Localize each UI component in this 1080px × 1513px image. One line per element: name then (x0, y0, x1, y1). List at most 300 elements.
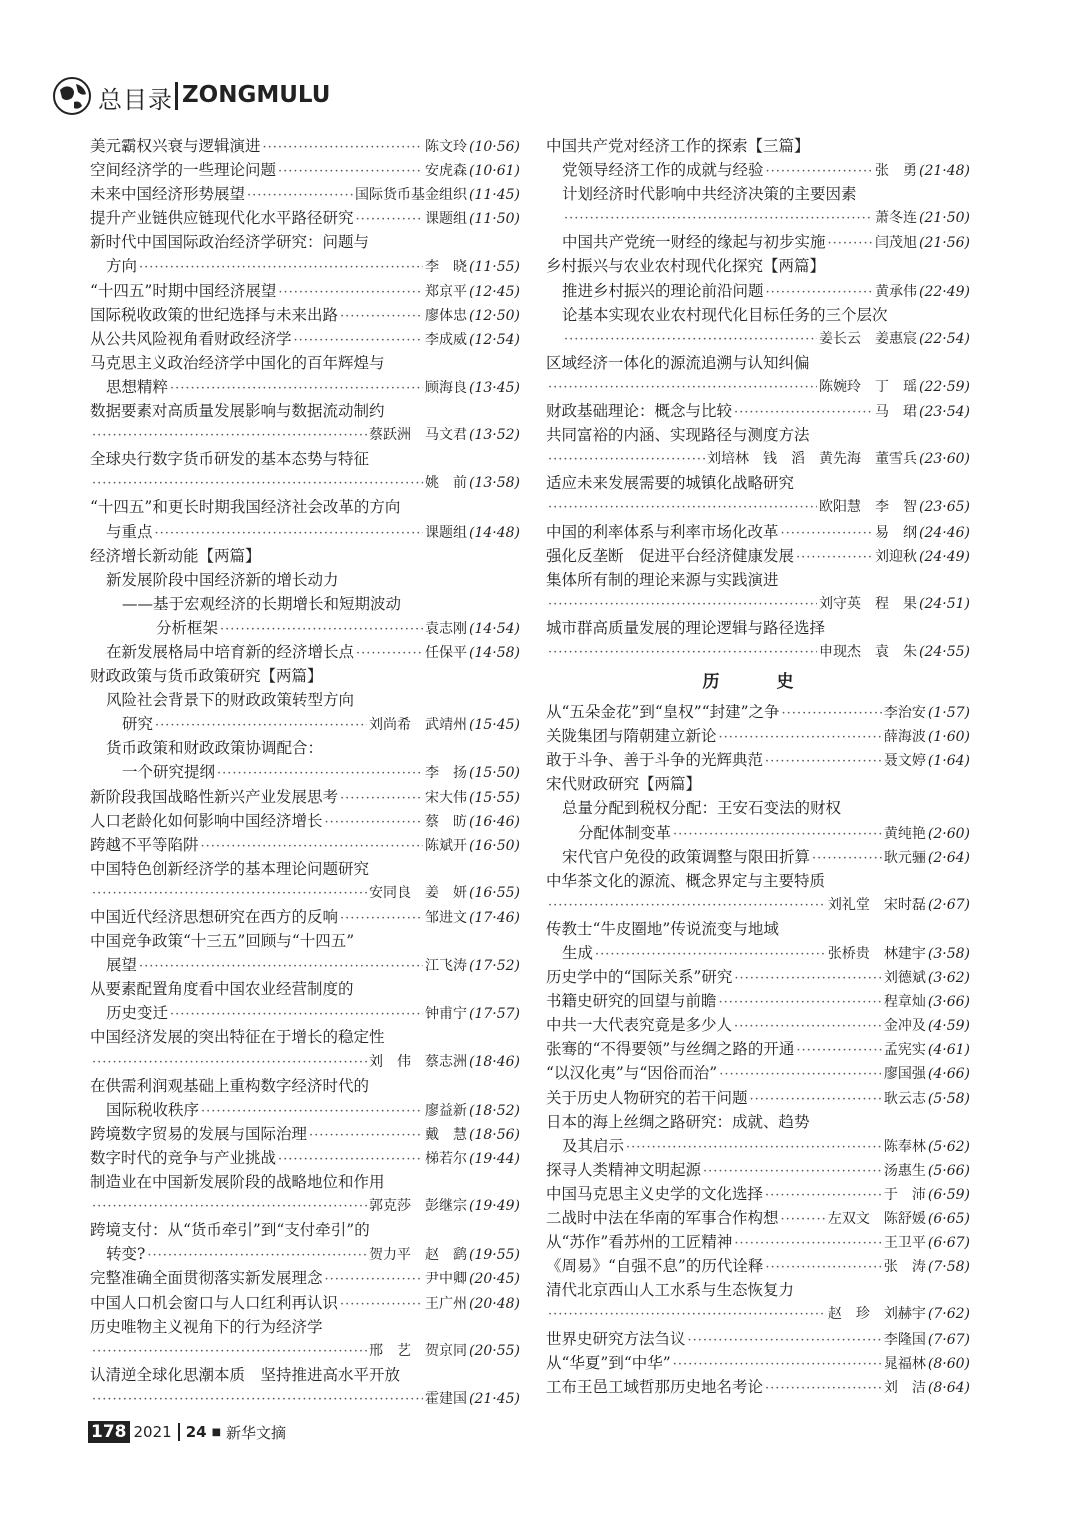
entry-author: 安同良 姜 妍 (368, 884, 467, 901)
entry-author: 刘德斌 (883, 970, 926, 987)
entry-ref: (17·46) (468, 910, 520, 926)
entry-author: 耿云志 (883, 1090, 926, 1107)
dot-leader (170, 1003, 423, 1027)
dot-leader (734, 1015, 882, 1039)
toc-entry[interactable] (90, 1122, 520, 1146)
entry-author: 刘 洁 (883, 1379, 926, 1396)
entry-title: 中国近代经济思想研究在西方的反响 (90, 908, 339, 926)
toc-entry[interactable] (90, 664, 520, 688)
toc-entry[interactable] (90, 1315, 520, 1339)
toc-entry[interactable] (546, 254, 970, 278)
entry-title: 风险社会背景下的财政政策转型方向 (106, 691, 355, 710)
toc-entry[interactable] (90, 279, 520, 303)
entry-title: 二战时中法在华南的军事合作构想 (546, 1209, 779, 1228)
dot-leader (595, 943, 826, 967)
entry-author: 戴 慧 (424, 1126, 467, 1143)
toc-entry[interactable] (90, 206, 520, 230)
toc-entry[interactable] (90, 544, 520, 568)
entry-ref: (12·54) (468, 331, 520, 348)
entry-author: 程章灿 (883, 994, 926, 1011)
entry-title: 分配体制变革 (578, 823, 672, 842)
entry-title: 跨境数字贸易的发展与国际治理 (90, 1124, 308, 1143)
toc-entry[interactable] (546, 821, 970, 845)
entry-ref: (13·45) (468, 379, 520, 396)
entry-author: 姚 前 (424, 475, 467, 492)
dot-leader (155, 714, 367, 738)
entry-title: 国际税收秩序 (106, 1100, 200, 1119)
dot-leader (92, 1388, 423, 1412)
entry-ref: (4·66) (927, 1066, 970, 1083)
entry-author: 廖体忠 (424, 307, 467, 324)
entry-author: 耿元骊 (883, 849, 926, 866)
toc-entry[interactable] (90, 1218, 520, 1242)
toc-entry[interactable] (546, 1110, 970, 1134)
entry-author: 郑京平 (424, 283, 467, 300)
entry-author: 黄承伟 (874, 283, 917, 300)
toc-entry[interactable] (546, 616, 970, 640)
toc-entry[interactable] (90, 399, 520, 423)
toc-entry[interactable] (546, 941, 970, 965)
toc-entry[interactable] (90, 712, 520, 736)
entry-title: 财政政策与货币政策研究【两篇】 (90, 667, 323, 686)
entry-author: 赵 珍 刘赫宇 (827, 1306, 926, 1323)
entry-title: 及其启示 (562, 1136, 625, 1155)
entry-title: 敢于斗争、善于斗争的光辉典范 (546, 751, 764, 770)
toc-entry[interactable] (90, 1170, 520, 1194)
toc-entry[interactable] (546, 772, 970, 796)
entry-ref: (17·52) (468, 958, 520, 975)
toc-entry[interactable] (90, 1291, 520, 1315)
entry-author: 国际货币基金组织 (354, 187, 467, 204)
toc-entry[interactable] (90, 616, 520, 640)
entry-ref: (23·65) (918, 499, 970, 516)
entry-title: 方向 (106, 257, 138, 276)
entry-title: 展望 (106, 956, 138, 975)
dot-leader (673, 823, 882, 847)
entry-ref: (18·46) (468, 1053, 520, 1070)
dot-leader (688, 1329, 882, 1353)
entry-title: 中国共产党对经济工作的探索【三篇】 (546, 137, 810, 155)
toc-entry[interactable] (546, 544, 970, 568)
toc-entry[interactable] (546, 520, 970, 544)
toc-entry[interactable] (90, 1050, 520, 1074)
entry-author: 欧阳慧 李 智 (818, 499, 917, 516)
toc-entry[interactable] (90, 1098, 520, 1122)
dot-leader (781, 1208, 826, 1232)
entry-ref: (6·67) (927, 1235, 970, 1252)
toc-entry[interactable] (546, 1013, 970, 1037)
entry-author: 孟宪实 (883, 1042, 926, 1059)
dot-leader (340, 305, 423, 329)
entry-title: 中国马克思主义史学的文化选择 (546, 1184, 764, 1203)
toc-entry[interactable] (546, 700, 970, 724)
entry-title: 党领导经济工作的成就与经验 (562, 161, 764, 180)
entry-title: 历史变迁 (106, 1004, 169, 1023)
toc-entry[interactable] (90, 857, 520, 881)
entry-title: 从要素配置角度看中国农业经营制度的 (90, 980, 354, 999)
entry-title: 总量分配到税权分配：王安石变法的财权 (562, 799, 842, 818)
entry-title: 与重点 (106, 522, 153, 541)
entry-title: 中国人口机会窗口与人口红利再认识 (90, 1293, 339, 1312)
toc-entry[interactable] (546, 917, 970, 941)
entry-author: 薛海波 (883, 729, 926, 746)
entry-ref: (22·49) (918, 283, 970, 300)
toc-entry[interactable] (90, 303, 520, 327)
toc-entry[interactable] (546, 351, 970, 375)
toc-entry[interactable] (90, 447, 520, 471)
entry-title: 跨越不平等陷阱 (90, 835, 199, 854)
toc-entry[interactable] (90, 1387, 520, 1411)
toc-entry[interactable] (546, 1230, 970, 1254)
entry-title: 清代北京西山人工水系与生态恢复力 (546, 1281, 795, 1300)
entry-title: 中华茶文化的源流、概念界定与主要特质 (546, 871, 826, 890)
dot-leader (781, 522, 873, 546)
entry-title: 经济增长新动能【两篇】 (90, 546, 261, 565)
dot-leader (92, 472, 423, 496)
toc-entry[interactable] (546, 592, 970, 616)
entry-ref: (16·46) (468, 813, 520, 830)
toc-entry[interactable] (90, 351, 520, 375)
dot-leader (278, 281, 423, 305)
toc-entry[interactable] (90, 809, 520, 833)
toc-entry[interactable] (546, 989, 970, 1013)
toc-entry[interactable] (90, 1266, 520, 1290)
entry-author: 晁福林 (883, 1355, 926, 1372)
entry-author: 左双文 陈舒媛 (827, 1211, 926, 1228)
toc-entry[interactable] (546, 869, 970, 893)
entry-title: 转变? (106, 1245, 146, 1264)
toc-entry[interactable] (90, 905, 520, 929)
toc-entry[interactable] (90, 953, 520, 977)
entry-title: 数字时代的竞争与产业挑战 (90, 1148, 277, 1167)
entry-title: 生成 (562, 944, 594, 962)
dot-leader (564, 207, 873, 231)
entry-author: 陈奉林 (883, 1138, 926, 1155)
entry-author: 任保平 (424, 644, 467, 661)
header-divider (175, 82, 178, 110)
entry-ref: (14·48) (468, 524, 520, 541)
toc-entry[interactable] (90, 592, 520, 616)
dot-leader (139, 955, 423, 979)
toc-entry[interactable] (90, 375, 520, 399)
entry-ref: (5·66) (927, 1162, 970, 1179)
entry-ref: (13·58) (468, 475, 520, 492)
entry-author: 李成威 (424, 331, 467, 348)
entry-title: 强化反垄断 促进平台经济健康发展 (546, 546, 795, 565)
toc-entry[interactable] (90, 423, 520, 447)
entry-author: 陈斌开 (424, 837, 467, 854)
entry-title: 一个研究提纲 (122, 763, 216, 782)
toc-entry[interactable] (90, 520, 520, 544)
dot-leader (92, 1051, 367, 1075)
toc-entry[interactable] (546, 1327, 970, 1351)
footer-bullet: ■ (211, 1426, 222, 1438)
dot-leader (325, 811, 423, 835)
toc-entry[interactable] (546, 845, 970, 869)
entry-ref: (16·55) (468, 884, 520, 901)
toc-entry[interactable] (546, 893, 970, 917)
entry-title: 中国竞争政策“十三五”回顾与“十四五” (90, 932, 355, 951)
toc-entry[interactable] (90, 134, 520, 158)
entry-ref: (11·50) (468, 211, 520, 228)
entry-ref: (1·64) (927, 753, 970, 770)
entry-author: 刘培林 钱 滔 黄先海 董雪兵 (706, 451, 917, 468)
entry-title: 日本的海上丝绸之路研究：成就、趋势 (546, 1112, 810, 1131)
entry-ref: (12·50) (468, 307, 520, 324)
toc-entry[interactable] (546, 158, 970, 182)
entry-author: 于 沛 (883, 1186, 926, 1203)
entry-title: 提升产业链供应链现代化水平路径研究 (90, 209, 354, 228)
toc-entry[interactable] (90, 736, 520, 760)
toc-entry[interactable] (546, 1302, 970, 1326)
toc-entry[interactable] (90, 760, 520, 784)
entry-title: 中国特色创新经济学的基本理论问题研究 (90, 859, 370, 878)
toc-entry[interactable] (546, 471, 970, 495)
toc-entry[interactable] (90, 230, 520, 254)
toc-entry[interactable] (90, 1074, 520, 1098)
dot-leader (548, 593, 817, 617)
dot-leader (765, 1256, 882, 1280)
entry-ref: (11·45) (468, 187, 520, 204)
footer-magazine: 新华文摘 (226, 1423, 287, 1442)
footer-divider (178, 1423, 180, 1441)
toc-entry[interactable] (90, 1025, 520, 1049)
entry-title: 新阶段我国战略性新兴产业发展思考 (90, 787, 339, 806)
toc-entry[interactable] (546, 1061, 970, 1085)
entry-title: 书籍史研究的回望与前瞻 (546, 992, 717, 1011)
footer-issue: 24 (185, 1423, 207, 1441)
entry-author: 易 纲 (874, 524, 917, 541)
entry-author: 郭克莎 彭继宗 (368, 1198, 467, 1215)
toc-entry[interactable] (546, 303, 970, 327)
entry-title: 思想精粹 (106, 377, 169, 396)
footer-year: 2021 (133, 1423, 172, 1441)
toc-entry[interactable] (90, 1194, 520, 1218)
dot-leader (719, 1063, 882, 1087)
toc-entry[interactable] (546, 495, 970, 519)
dot-leader (812, 847, 882, 871)
toc-entry[interactable] (546, 1254, 970, 1278)
dot-leader (564, 328, 817, 352)
entry-author: 邹进文 (424, 910, 467, 926)
entry-ref: (7·62) (927, 1306, 970, 1323)
toc-entry[interactable] (546, 230, 970, 254)
entry-ref: (24·51) (918, 595, 970, 612)
dot-leader (548, 376, 817, 400)
entry-title: 区域经济一体化的源流追溯与认知纠偏 (546, 353, 810, 372)
dot-leader (548, 1303, 826, 1327)
entry-ref: (14·58) (468, 644, 520, 661)
toc-entry[interactable] (546, 568, 970, 592)
toc-entry[interactable] (90, 471, 520, 495)
entry-author: 申现杰 袁 朱 (818, 643, 917, 660)
entry-author: 课题组 (424, 524, 467, 541)
entry-ref: (17·57) (468, 1006, 520, 1023)
toc-entry[interactable] (546, 748, 970, 772)
dot-leader (719, 991, 882, 1015)
entry-title: 未来中国经济形势展望 (90, 185, 246, 204)
toc-entry[interactable] (90, 688, 520, 712)
entry-author: 刘礼堂 宋时磊 (827, 896, 926, 913)
dot-leader (734, 401, 873, 425)
entry-author: 李 晓 (424, 259, 467, 276)
entry-ref: (15·55) (468, 789, 520, 806)
toc-entry[interactable] (90, 1242, 520, 1266)
entry-ref: (2·64) (927, 849, 970, 866)
toc-entry[interactable] (546, 1351, 970, 1375)
toc-entry[interactable] (90, 977, 520, 1001)
dot-leader (340, 787, 423, 811)
toc-entry[interactable] (90, 785, 520, 809)
dot-leader (92, 1195, 367, 1219)
entry-title: “以汉化夷”与“因俗而治” (546, 1064, 718, 1083)
entry-author: 安虎森 (424, 163, 467, 180)
toc-entry[interactable] (90, 495, 520, 519)
entry-ref: (22·59) (918, 378, 970, 395)
toc-entry[interactable] (546, 796, 970, 820)
entry-title: 货币政策和财政政策协调配合： (106, 739, 324, 758)
toc-entry[interactable] (546, 1158, 970, 1182)
entry-ref: (21·50) (918, 210, 970, 227)
entry-ref: (4·61) (927, 1042, 970, 1059)
entry-title: ——基于宏观经济的长期增长和短期波动 (122, 594, 402, 613)
entry-title: 宋代财政研究【两篇】 (546, 775, 702, 794)
dot-leader (220, 618, 423, 642)
entry-author: 刘守英 程 果 (818, 595, 917, 612)
toc-entry[interactable] (90, 640, 520, 664)
entry-ref: (6·59) (927, 1186, 970, 1203)
toc-entry[interactable] (546, 134, 970, 158)
entry-title: 关陇集团与隋朝建立新论 (546, 727, 717, 746)
toc-entry[interactable] (546, 640, 970, 664)
toc-entry[interactable] (90, 881, 520, 905)
entry-ref: (24·49) (918, 548, 970, 565)
entry-ref: (7·67) (927, 1331, 970, 1348)
dot-leader (548, 496, 817, 520)
entry-ref: (15·50) (468, 765, 520, 782)
entry-title: 数据要素对高质量发展影响与数据流动制约 (90, 402, 385, 421)
toc-entry[interactable] (546, 182, 970, 206)
entry-title: 乡村振兴与农业农村现代化探究【两篇】 (546, 257, 826, 276)
entry-title: 论基本实现农业农村现代化目标任务的三个层次 (562, 305, 888, 324)
toc-entry[interactable] (546, 375, 970, 399)
dot-leader (626, 1136, 882, 1160)
entry-title: 空间经济学的一些理论问题 (90, 161, 277, 180)
dot-leader (92, 1340, 367, 1364)
toc-entry[interactable] (90, 254, 520, 278)
entry-title: 新时代中国国际政治经济学研究：问题与 (90, 233, 370, 252)
entry-ref: (14·54) (468, 620, 520, 637)
entry-ref: (8·60) (927, 1355, 970, 1372)
entry-author: 闫茂旭 (874, 235, 917, 252)
dot-leader (217, 762, 423, 786)
toc-entry[interactable] (90, 1001, 520, 1025)
entry-author: 蔡跃洲 马文君 (368, 427, 467, 444)
entry-ref: (24·55) (918, 643, 970, 660)
entry-ref: (19·55) (468, 1247, 520, 1264)
entry-author: 汤惠生 (883, 1162, 926, 1179)
toc-entry[interactable] (90, 1339, 520, 1363)
toc-entry[interactable] (546, 1086, 970, 1110)
toc-entry[interactable] (90, 1363, 520, 1387)
toc-entry[interactable] (90, 327, 520, 351)
toc-entry[interactable] (90, 568, 520, 592)
entry-ref: (24·46) (918, 524, 970, 541)
entry-title: 马克思主义政治经济学中国化的百年辉煌与 (90, 353, 385, 372)
dot-leader (201, 1100, 423, 1124)
dot-leader (548, 641, 817, 665)
entry-title: 全球央行数字货币研发的基本态势与特征 (90, 450, 370, 469)
toc-entry[interactable] (90, 929, 520, 953)
entry-author: 顾海良 (424, 379, 467, 396)
entry-title: 认清逆全球化思潮本质 坚持推进高水平开放 (90, 1365, 401, 1384)
toc-entry[interactable] (546, 1182, 970, 1206)
toc-entry[interactable] (90, 182, 520, 206)
toc-entry[interactable] (546, 1134, 970, 1158)
entry-title: 关于历史人物研究的若干问题 (546, 1088, 748, 1107)
toc-entry[interactable] (546, 1278, 970, 1302)
dot-leader (170, 377, 423, 401)
entry-title: 人口老龄化如何影响中国经济增长 (90, 811, 323, 830)
entry-ref: (23·60) (918, 451, 970, 468)
toc-entry[interactable] (546, 206, 970, 230)
entry-author: 张 勇 (874, 163, 917, 180)
entry-author: 王卫平 (883, 1235, 926, 1252)
toc-entry[interactable] (546, 327, 970, 351)
toc-left-column (90, 134, 520, 1411)
page-number: 178 (88, 1421, 130, 1443)
entry-ref: (10·61) (468, 163, 520, 180)
toc-entry[interactable] (546, 1375, 970, 1399)
entry-title: 从公共风险视角看财政经济学 (90, 329, 292, 348)
toc-entry[interactable] (90, 158, 520, 182)
toc-entry[interactable] (546, 1037, 970, 1061)
entry-title: 从“苏作”看苏州的工匠精神 (546, 1233, 733, 1252)
entry-author: 萧冬连 (874, 210, 917, 227)
toc-entry[interactable] (546, 447, 970, 471)
entry-title: 美元霸权兴衰与逻辑演进 (90, 137, 261, 155)
toc-entry[interactable] (546, 965, 970, 989)
dot-leader (673, 1353, 882, 1377)
toc-entry[interactable] (546, 279, 970, 303)
entry-ref: (21·48) (918, 163, 970, 180)
entry-title: 中国经济发展的突出特征在于增长的稳定性 (90, 1028, 385, 1047)
dot-leader (340, 1293, 423, 1317)
entry-ref: (5·62) (927, 1138, 970, 1155)
page-footer (88, 1420, 286, 1444)
dot-leader (796, 546, 873, 570)
entry-author: 陈文玲 (424, 139, 467, 155)
entry-title: “十四五”时期中国经济展望 (90, 281, 277, 300)
entry-author: 蔡 昉 (424, 813, 467, 830)
toc-entry[interactable] (546, 1206, 970, 1230)
toc-entry[interactable] (546, 724, 970, 748)
entry-title: 跨境支付：从“货币牵引”到“支付牵引”的 (90, 1221, 370, 1240)
toc-entry[interactable] (90, 833, 520, 857)
entry-author: 金冲及 (883, 1018, 926, 1035)
entry-title: 国际税收政策的世纪选择与未来出路 (90, 305, 339, 324)
dot-leader (356, 642, 423, 666)
dot-leader (263, 136, 423, 160)
entry-ref: (18·56) (468, 1126, 520, 1143)
toc-entry[interactable] (90, 1146, 520, 1170)
dot-leader (247, 184, 353, 208)
entry-title: 分析框架 (156, 618, 219, 637)
entry-title: 计划经济时代影响中共经济决策的主要因素 (562, 185, 857, 204)
entry-author: 尹中卿 (424, 1271, 467, 1288)
toc-entry[interactable] (546, 399, 970, 423)
toc-entry[interactable] (546, 423, 970, 447)
